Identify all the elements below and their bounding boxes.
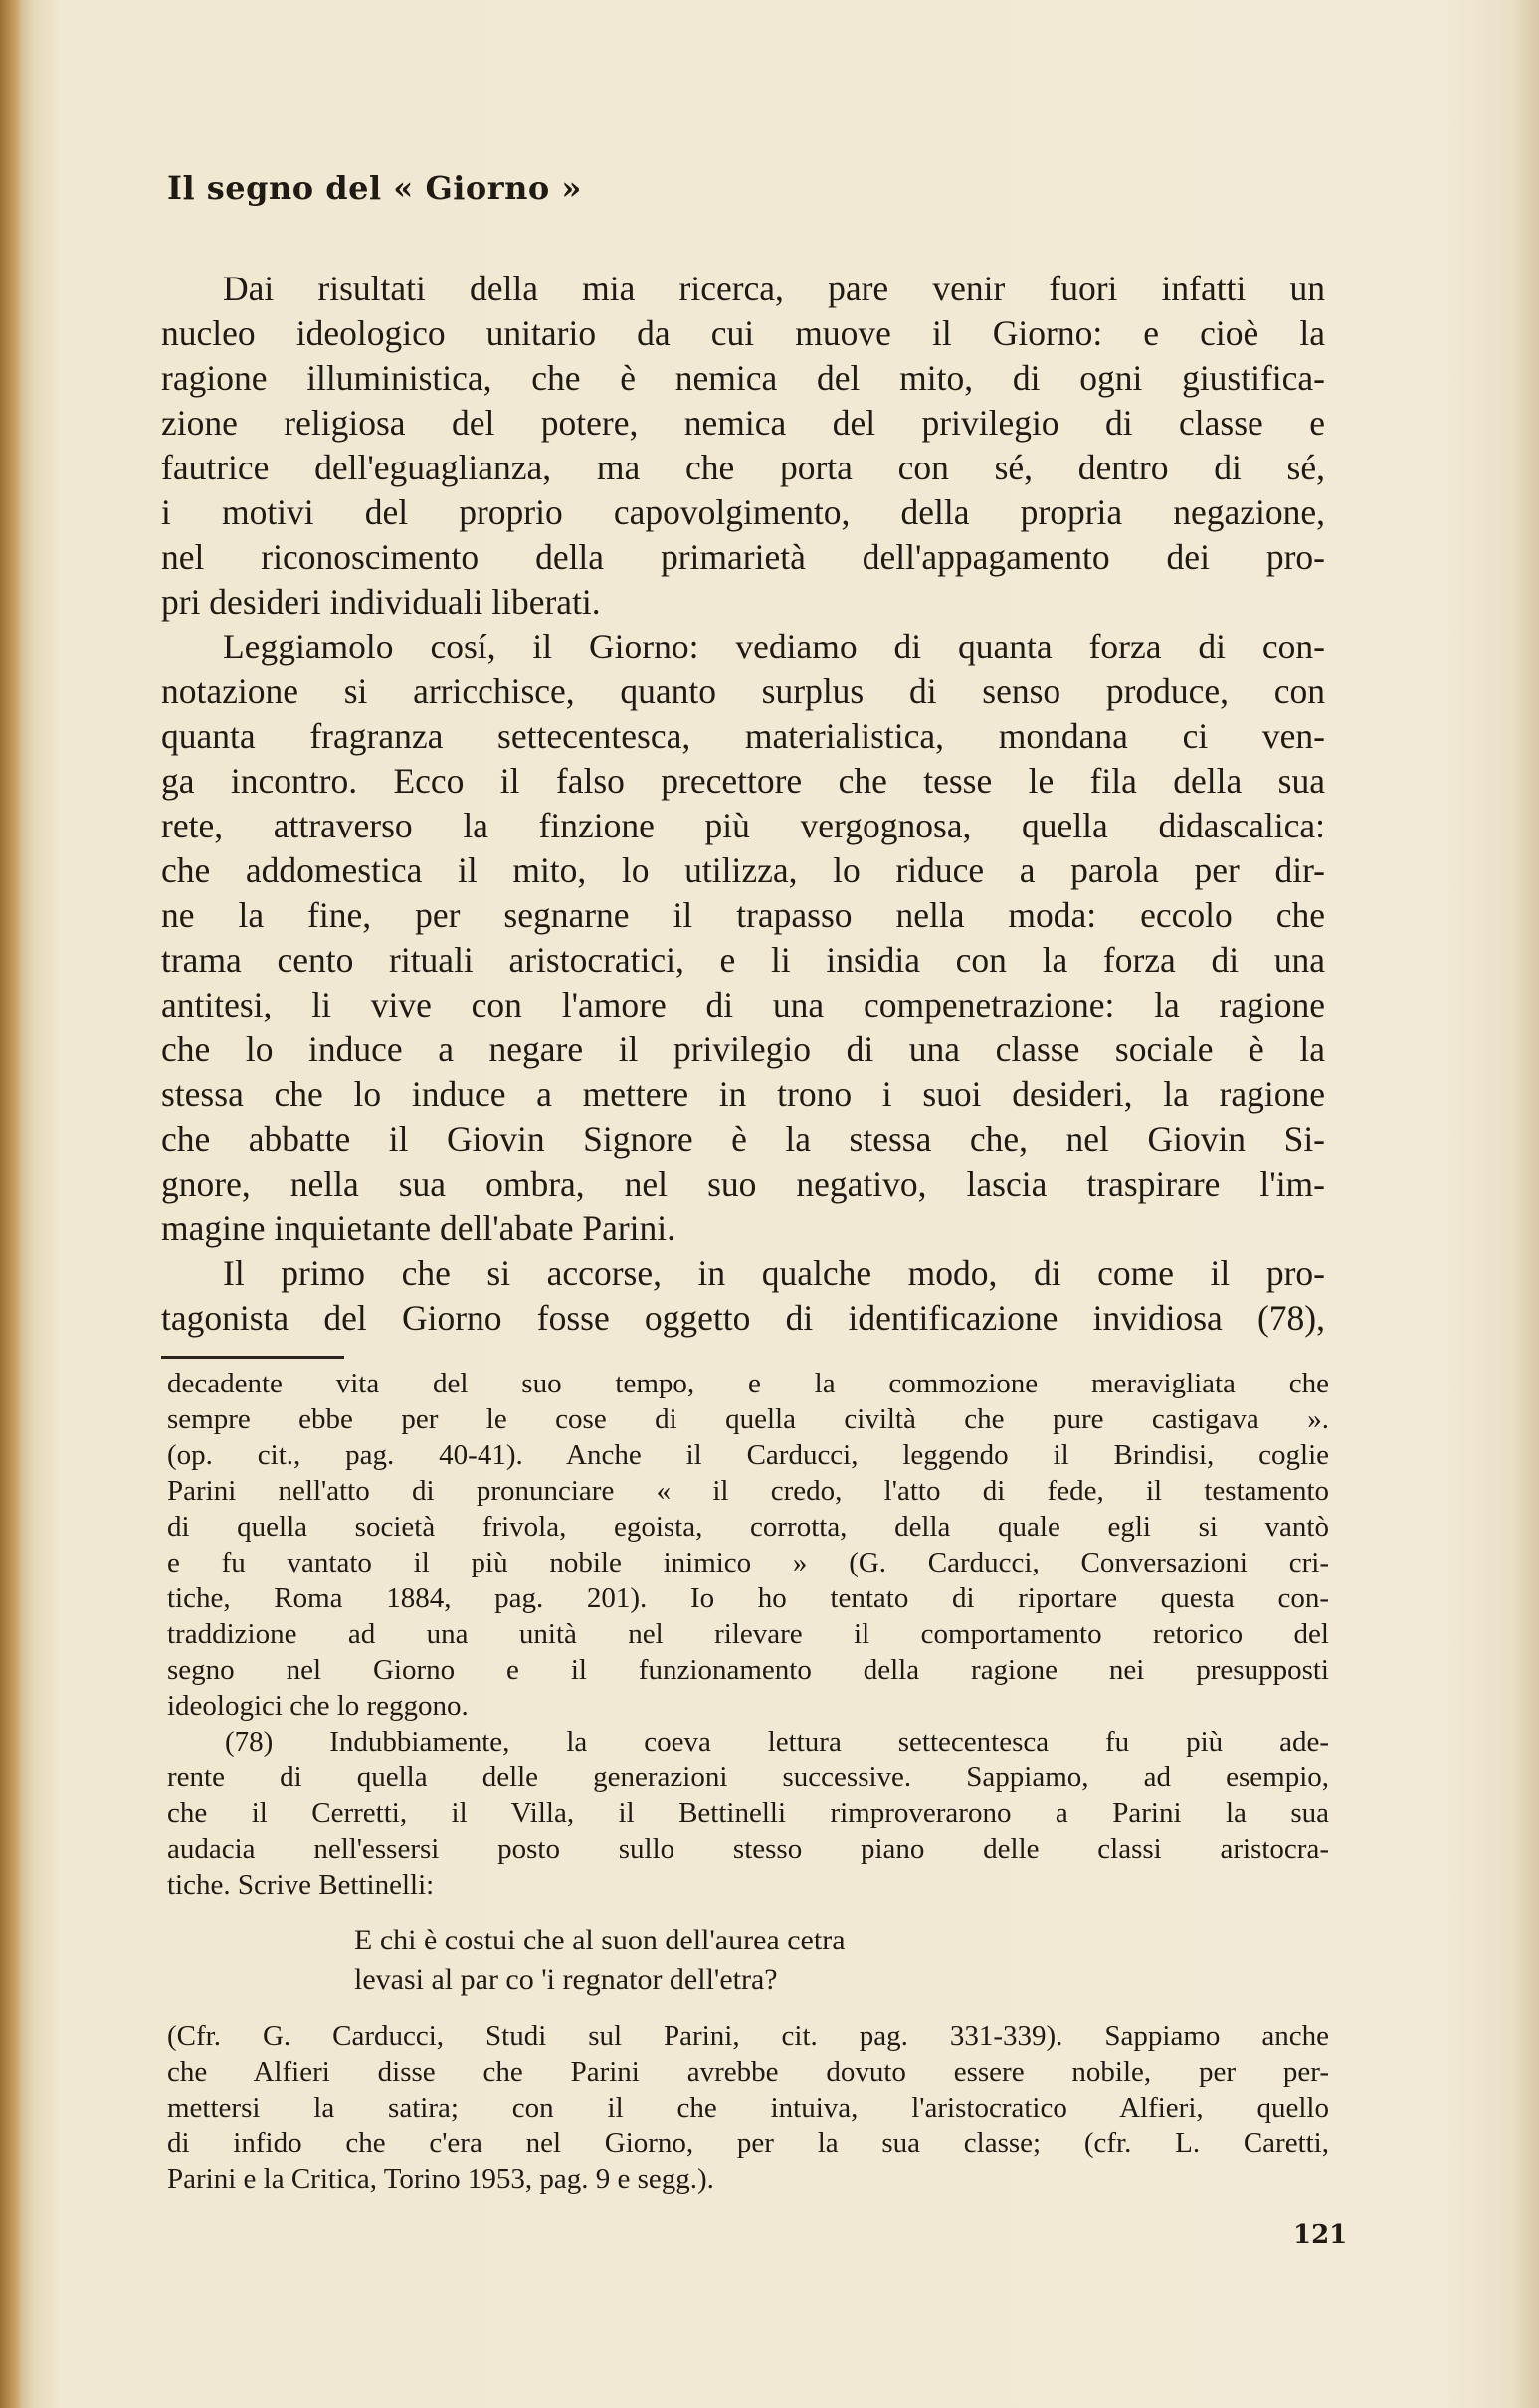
text-line: che lo induce a negare il privilegio di una classe sociale è la <box>161 1029 1325 1069</box>
footnote-line: tiche. Scrive Bettinelli: <box>167 1869 435 1901</box>
footnote-line: (78) Indubbiamente, la coeva lettura settecentesca fu più ade- <box>225 1726 1329 1758</box>
footnote-divider <box>161 1356 344 1359</box>
page-number: 121 <box>1293 2220 1348 2250</box>
text-line: ga incontro. Ecco il falso precettore che tesse le fila della sua <box>161 761 1325 801</box>
footnotes <box>167 1366 1329 2197</box>
footnote-line: (op. cit., pag. 40-41). Anche il Carducci, leggendo il Brindisi, coglie <box>167 1439 1329 1471</box>
book-spine-shadow <box>0 0 22 2408</box>
text-line: ne la fine, per segnarne il trapasso nella moda: eccolo che <box>161 895 1325 935</box>
text-line: Dai risultati della mia ricerca, pare venir fuori infatti un <box>223 269 1325 308</box>
text-line: stessa che lo induce a mettere in trono i suoi desideri, la ragione <box>161 1074 1325 1114</box>
footnote-line: che Alfieri disse che Parini avrebbe dovuto essere nobile, per per- <box>167 2056 1329 2088</box>
text-line: ragione illuministica, che è nemica del mito, di ogni giustifica- <box>161 358 1325 398</box>
footnote-line: ideologici che lo reggono. <box>167 1690 469 1722</box>
footnote-line: rente di quella delle generazioni successive. Sappiamo, ad esempio, <box>167 1761 1329 1793</box>
footnote-line: decadente vita del suo tempo, e la commozione meravigliata che <box>167 1368 1329 1399</box>
text-line: gnore, nella sua ombra, nel suo negativo, lascia traspirare l'im- <box>161 1164 1325 1204</box>
footnote-line: che il Cerretti, il Villa, il Bettinelli rimproverarono a Parini la sua <box>167 1797 1329 1829</box>
footnote-line: segno nel Giorno e il funzionamento della ragione nei presupposti <box>167 1654 1329 1686</box>
text-line: pri desideri individuali liberati. <box>161 582 601 622</box>
footnote-line: e fu vantato il più nobile inimico » (G. Carducci, Conversazioni cri- <box>167 1547 1329 1578</box>
verse-line: E chi è costui che al suon dell'aurea cetra <box>354 1924 846 1956</box>
text-line: Il primo che si accorse, in qualche modo, di come il pro- <box>223 1253 1325 1293</box>
footnote-line: Parini nell'atto di pronunciare « il credo, l'atto di fede, il testamento <box>167 1475 1329 1507</box>
footnote-line: tiche, Roma 1884, pag. 201). Io ho tentato di riportare questa con- <box>167 1582 1329 1614</box>
text-line: quanta fragranza settecentesca, materialistica, mondana ci ven- <box>161 716 1325 756</box>
footnote-line: Parini e la Critica, Torino 1953, pag. 9 e segg.). <box>167 2163 714 2195</box>
text-line: zione religiosa del potere, nemica del privilegio di classe e <box>161 403 1325 443</box>
footnote-line: (Cfr. G. Carducci, Studi sul Parini, cit. pag. 331-339). Sappiamo anche <box>167 2020 1329 2052</box>
text-line: nel riconoscimento della primarietà dell'appagamento dei pro- <box>161 537 1325 577</box>
text-line: notazione si arricchisce, quanto surplus di senso produce, con <box>161 671 1325 711</box>
text-line: fautrice dell'eguaglianza, ma che porta con sé, dentro di sé, <box>161 448 1325 487</box>
footnote-line: audacia nell'essersi posto sullo stesso piano delle classi aristocra- <box>167 1833 1329 1865</box>
verse-line: levasi al par co 'i regnator dell'etra? <box>354 1963 778 1996</box>
footnote-line: di quella società frivola, egoista, corrotta, della quale egli si vantò <box>167 1511 1329 1543</box>
text-line: che addomestica il mito, lo utilizza, lo riduce a parola per dir- <box>161 850 1325 890</box>
text-line: che abbatte il Giovin Signore è la stessa che, nel Giovin Si- <box>161 1119 1325 1159</box>
text-line: antitesi, li vive con l'amore di una compenetrazione: la ragione <box>161 985 1325 1024</box>
text-line: i motivi del proprio capovolgimento, della propria negazione, <box>161 492 1325 532</box>
footnote-line: di infido che c'era nel Giorno, per la sua classe; (cfr. L. Caretti, <box>167 2128 1329 2159</box>
text-line: trama cento rituali aristocratici, e li insidia con la forza di una <box>161 940 1325 980</box>
text-line: magine inquietante dell'abate Parini. <box>161 1208 676 1248</box>
text-line: rete, attraverso la finzione più vergognosa, quella didascalica: <box>161 806 1325 845</box>
text-line: Leggiamolo cosí, il Giorno: vediamo di quanta forza di con- <box>223 627 1325 666</box>
main-text <box>161 267 1325 1341</box>
text-line: nucleo ideologico unitario da cui muove il Giorno: e cioè la <box>161 313 1325 353</box>
footnote-line: sempre ebbe per le cose di quella civiltà che pure castigava ». <box>167 1403 1329 1435</box>
text-line: tagonista del Giorno fosse oggetto di identificazione invidiosa (78), <box>161 1298 1325 1338</box>
running-header: Il segno del « Giorno » <box>167 169 582 207</box>
footnote-line: traddizione ad una unità nel rilevare il comportamento retorico del <box>167 1618 1329 1650</box>
footnote-line: mettersi la satira; con il che intuiva, l'aristocratico Alfieri, quello <box>167 2092 1329 2124</box>
